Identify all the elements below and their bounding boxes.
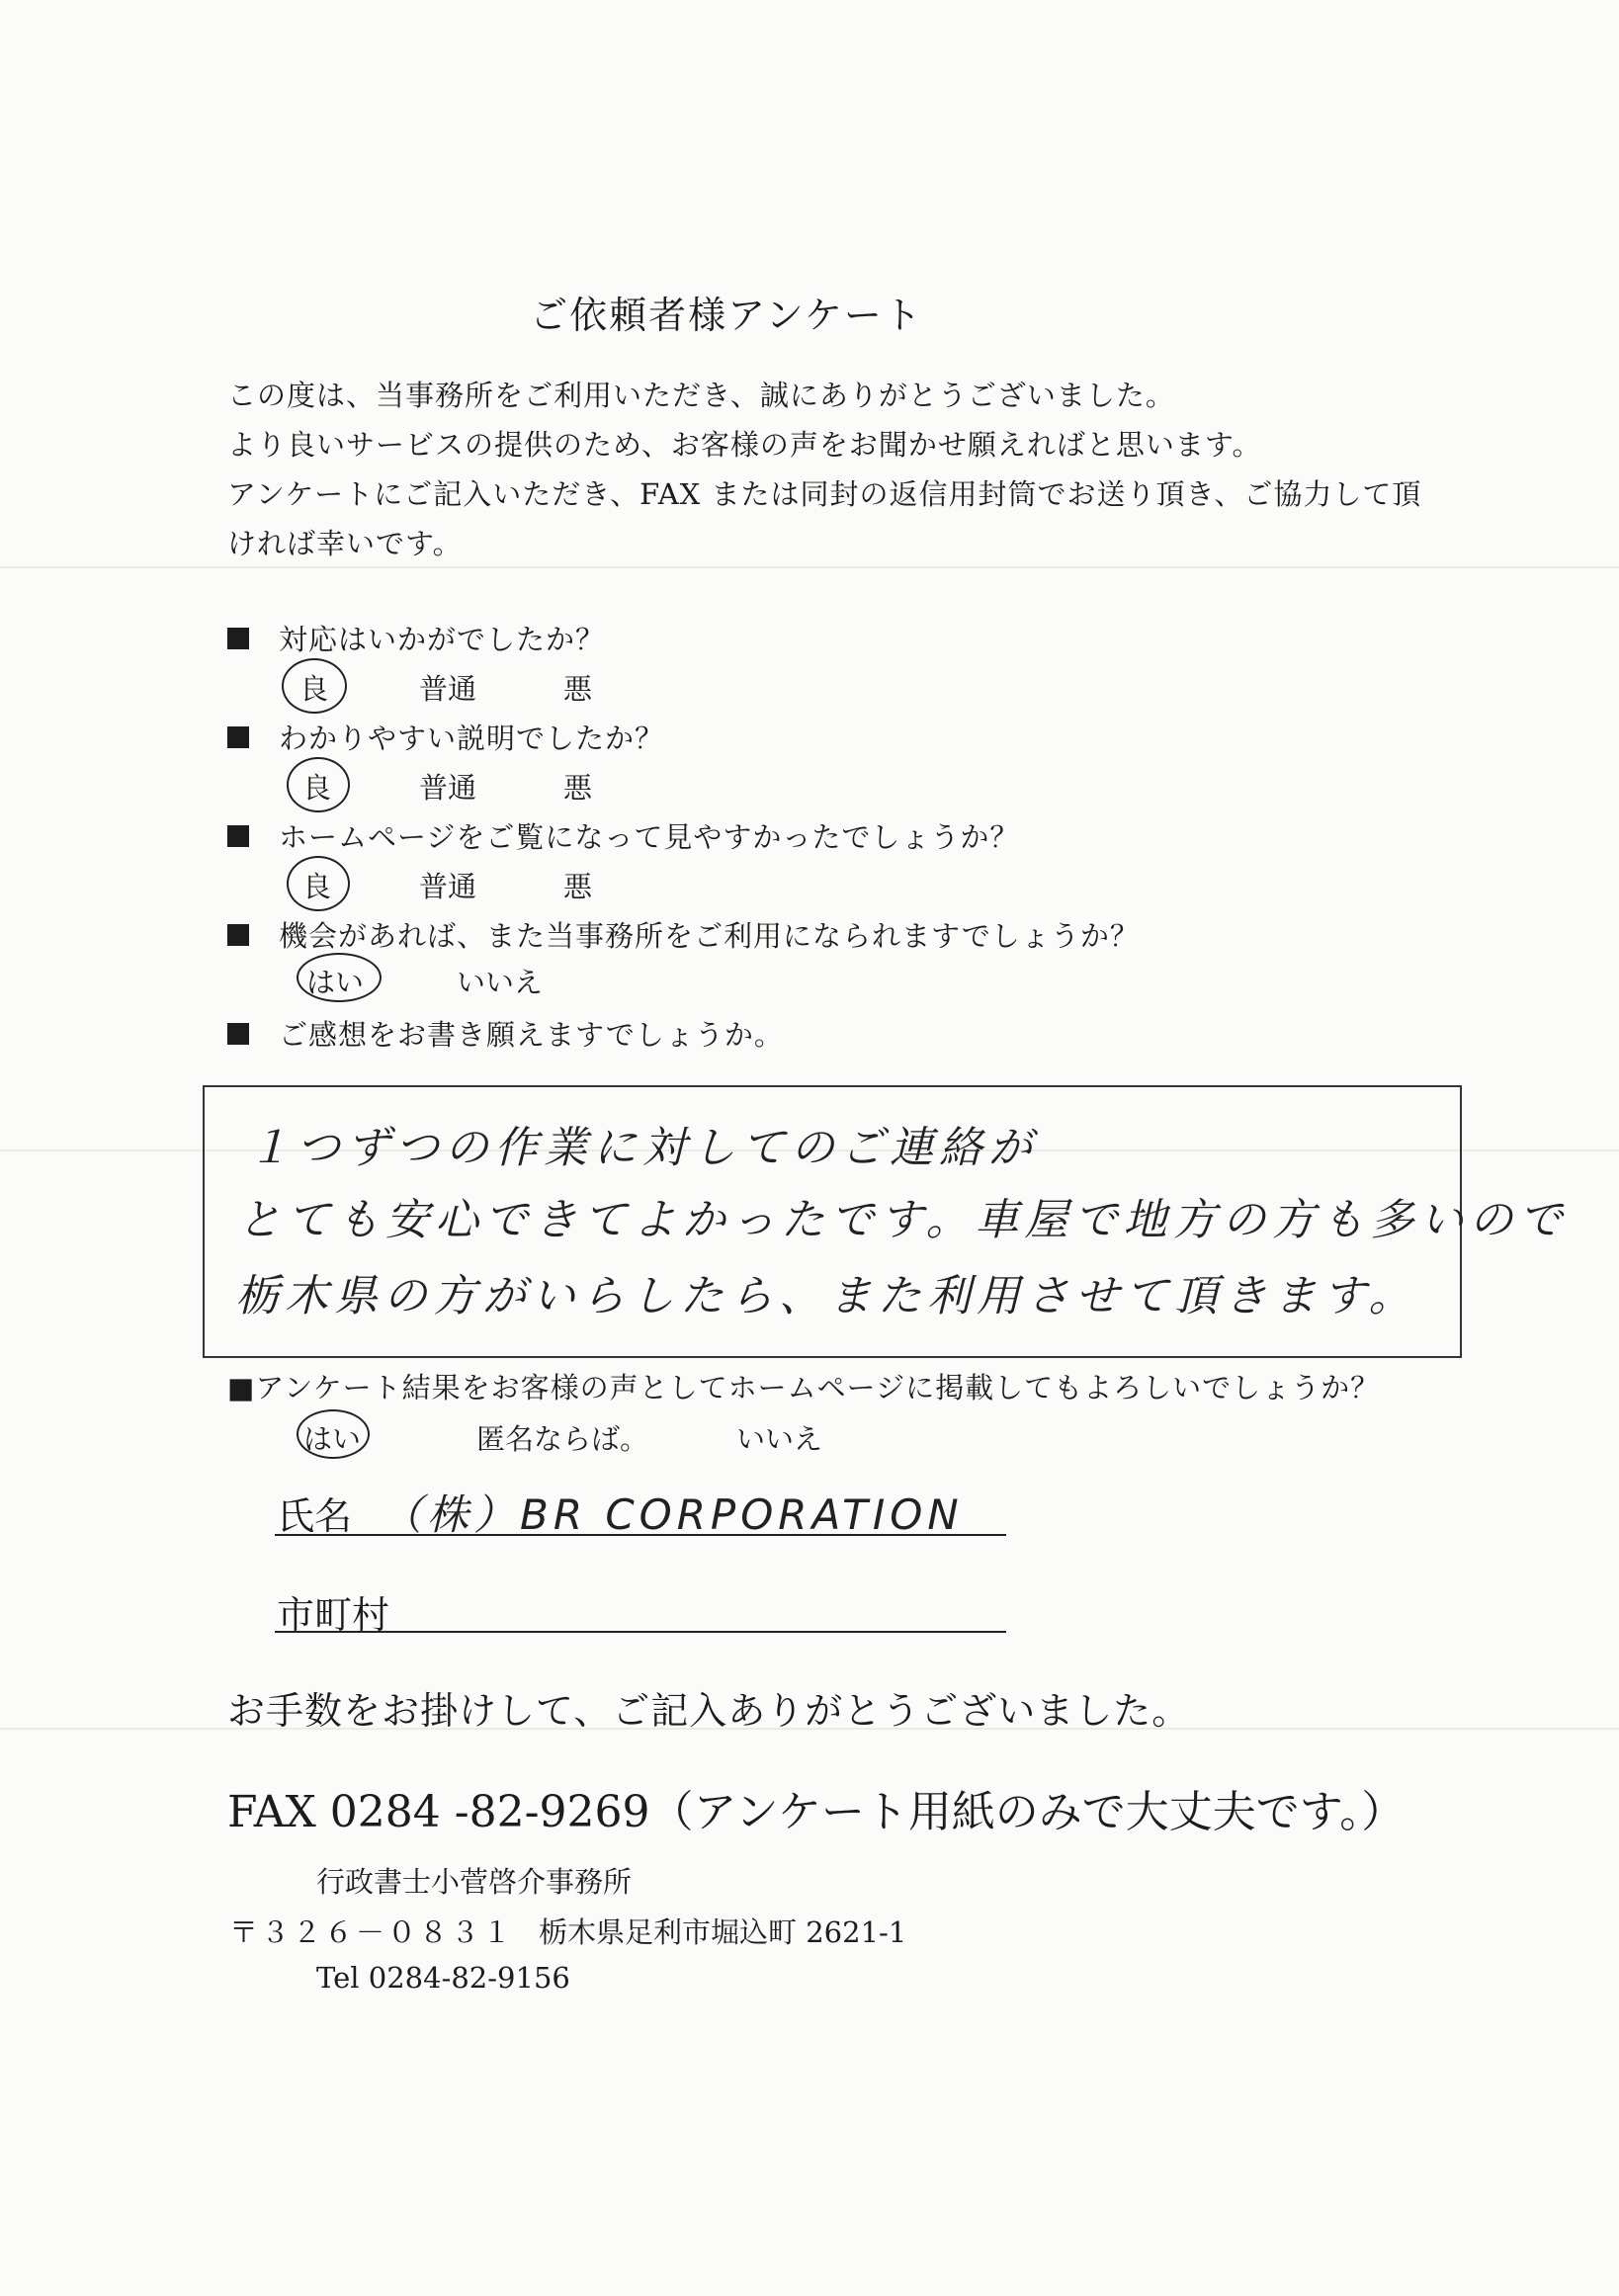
city-underline (275, 1631, 1006, 1633)
option-no[interactable]: いいえ (736, 1422, 823, 1456)
intro-line: アンケートにご記入いただき、FAX または同封の返信用封筒でお送り頂き、ご協力して頂 (227, 477, 1422, 511)
fax-line: FAX 0284 -82-9269（アンケート用紙のみで大丈夫です。） (227, 1787, 1406, 1837)
bullet-square-icon (227, 726, 249, 748)
question-1 (227, 618, 605, 658)
name-label: 氏名 (277, 1494, 353, 1538)
bullet-square-icon (227, 628, 249, 649)
option-good[interactable]: 良 (302, 771, 332, 805)
office-postal: 〒３２６－０８３１ (229, 1915, 515, 1949)
option-normal[interactable]: 普通 (419, 672, 477, 706)
option-bad[interactable]: 悪 (563, 672, 593, 706)
option-normal[interactable]: 普通 (419, 870, 477, 903)
page-title: ご依頼者様アンケート (530, 294, 923, 337)
publish-question: ■アンケート結果をお客様の声としてホームページに掲載してもよろしいでしょうか？ (227, 1371, 1381, 1404)
name-underline (275, 1534, 1006, 1536)
option-no[interactable]: いいえ (457, 966, 544, 999)
question-text: わかりやすい説明でしたか？ (279, 722, 665, 755)
option-good[interactable]: 良 (299, 672, 329, 706)
question-4 (227, 914, 1140, 955)
option-good[interactable]: 良 (302, 870, 332, 903)
option-yes[interactable]: はい (306, 966, 365, 999)
question-2 (227, 717, 664, 757)
office-tel: Tel 0284-82-9156 (316, 1961, 570, 1995)
question-text: 対応はいかがでしたか？ (279, 623, 606, 656)
question-3 (227, 815, 1019, 856)
question-text: ご感想をお書き願えますでしょうか。 (279, 1018, 784, 1052)
bullet-square-icon (227, 924, 249, 946)
question-5 (227, 1013, 784, 1054)
comment-line: 栃木県の方がいらしたら、また利用させて頂きます。 (235, 1271, 1418, 1321)
office-address: 栃木県足利市堀込町 2621-1 (539, 1915, 907, 1949)
option-yes[interactable]: はい (303, 1422, 362, 1456)
intro-line: ければ幸いです。 (227, 527, 463, 560)
thanks-message: お手数をお掛けして、ご記入ありがとうございました。 (227, 1689, 1191, 1733)
question-text: ホームページをご覧になって見やすかったでしょうか？ (279, 820, 1020, 854)
intro-line: この度は、当事務所をご利用いただき、誠にありがとうございました。 (227, 379, 1175, 412)
option-anonymous[interactable]: 匿名ならば。 (476, 1422, 649, 1456)
option-bad[interactable]: 悪 (563, 870, 593, 903)
comment-line: とても安心できてよかったです。車屋で地方の方も多いので (237, 1195, 1569, 1245)
fold-line (0, 566, 1619, 568)
office-name: 行政書士小菅啓介事務所 (316, 1865, 633, 1899)
option-bad[interactable]: 悪 (563, 771, 593, 805)
bullet-square-icon (227, 1023, 249, 1045)
city-label: 市町村 (277, 1593, 390, 1637)
name-value[interactable]: （株）BR CORPORATION (381, 1490, 964, 1539)
bullet-square-icon (227, 825, 249, 847)
question-text: 機会があれば、また当事務所をご利用になられますでしょうか？ (279, 919, 1140, 953)
intro-line: より良いサービスの提供のため、お客様の声をお聞かせ願えればと思います。 (227, 428, 1262, 462)
option-normal[interactable]: 普通 (419, 771, 477, 805)
comment-line: １つずつの作業に対してのご連絡が (247, 1123, 1038, 1173)
